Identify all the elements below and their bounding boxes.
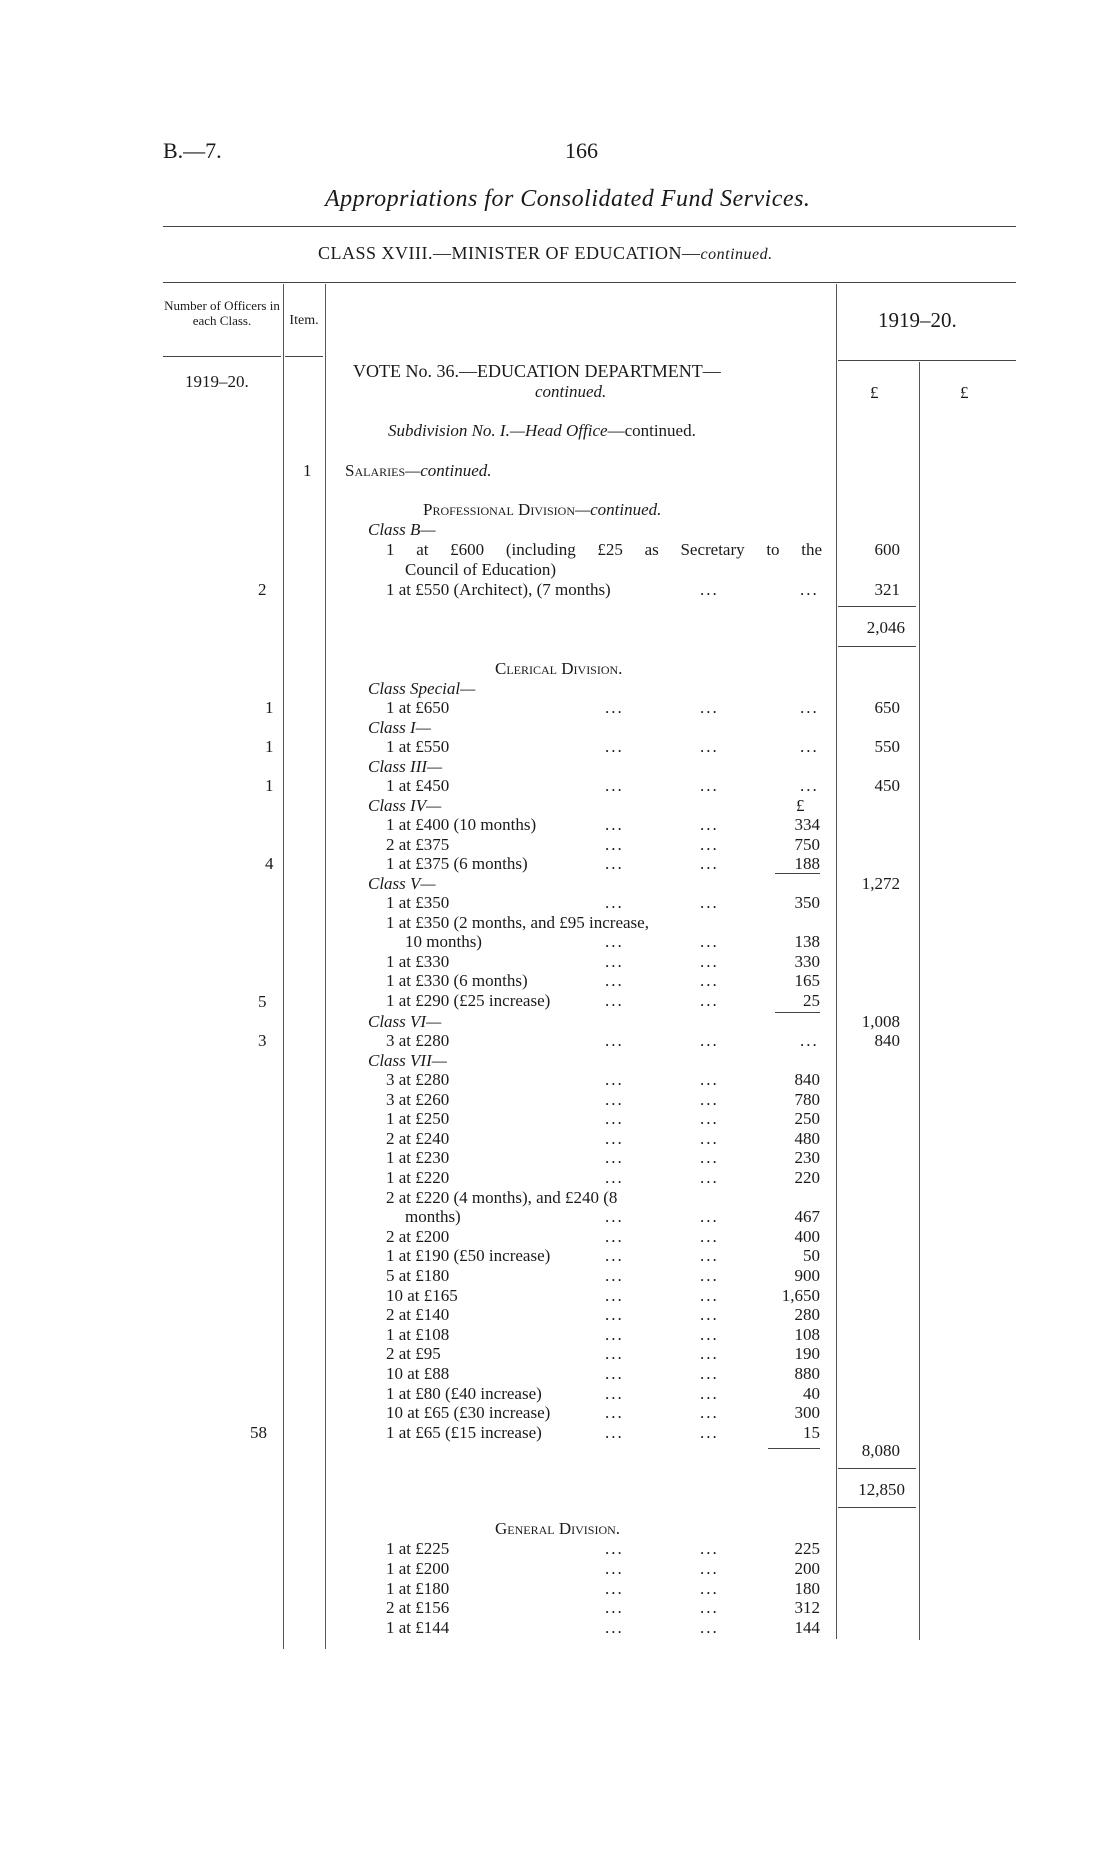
leader-dots: ... — [700, 698, 719, 717]
class-i-officers: 1 — [265, 737, 274, 756]
class-i-row: 1 at £550 — [386, 737, 450, 756]
leader-dots: ... — [605, 1207, 624, 1227]
leader-dots: ... — [605, 1598, 624, 1618]
subtotal-rule — [838, 606, 916, 607]
line-item-amount: 840 — [794, 1070, 820, 1089]
line-item-text: 2 at £200 — [386, 1226, 450, 1246]
line-item-amount: 144 — [794, 1618, 820, 1638]
leader-dots: ... — [700, 1266, 719, 1285]
leader-dots: ... — [700, 1109, 719, 1129]
leader-dots: ... — [800, 737, 819, 756]
line-item-amount: 300 — [794, 1403, 820, 1423]
title-rule — [163, 226, 1016, 227]
leader-dots: ... — [700, 990, 719, 1010]
line-item-text: 1 at £200 — [386, 1558, 450, 1578]
class-special-amount: 650 — [874, 698, 900, 717]
leader-dots: ... — [800, 1031, 819, 1050]
line-item-text: 1 at £250 — [386, 1109, 450, 1129]
leader-dots: ... — [605, 1403, 624, 1423]
line-item-amount: 467 — [794, 1207, 820, 1227]
leader-dots: ... — [700, 1618, 719, 1638]
leader-dots: ... — [605, 1031, 624, 1050]
line-item-amount: 400 — [794, 1226, 820, 1246]
leader-dots: ... — [700, 893, 719, 912]
officers-head-rule — [163, 356, 281, 357]
leader-dots: ... — [605, 1285, 624, 1305]
clerical-grand-total: 12,850 — [858, 1480, 905, 1499]
class-i-label: Class I— — [368, 718, 431, 737]
document-reference: B.—7. — [163, 138, 222, 163]
line-item-text: 1 at £190 (£50 increase) — [386, 1246, 551, 1266]
leader-dots: ... — [800, 580, 819, 599]
leader-dots: ... — [700, 1422, 719, 1442]
line-item-text: 1 at £290 (£25 increase) — [386, 990, 551, 1010]
line-item-text: 1 at £220 — [386, 1168, 450, 1187]
class-vi-officers: 3 — [258, 1031, 267, 1050]
leader-dots: ... — [700, 1168, 719, 1187]
line-item-text: 2 at £220 (4 months), and £240 (8 — [386, 1187, 618, 1207]
class-vi-amount: 840 — [874, 1031, 900, 1050]
line-item-text: 2 at £156 — [386, 1598, 450, 1618]
leader-dots: ... — [605, 1344, 624, 1364]
pound-sign-amount: £ — [870, 383, 879, 402]
year-column-heading: 1919–20. — [878, 308, 957, 332]
leader-dots: ... — [800, 776, 819, 795]
subtotal-rule — [838, 1468, 916, 1469]
class-special-label: Class Special— — [368, 679, 476, 698]
leader-dots: ... — [700, 737, 719, 756]
leader-dots: ... — [700, 1305, 719, 1325]
class-heading: CLASS XVIII.—MINISTER OF EDUCATION—continued. — [318, 243, 773, 263]
column-divider-item — [325, 284, 326, 1649]
leader-dots: ... — [605, 1305, 624, 1325]
leader-dots: ... — [700, 971, 719, 990]
line-item-amount: 750 — [794, 834, 820, 854]
class-iii-amount: 450 — [874, 776, 900, 795]
leader-dots: ... — [605, 1148, 624, 1168]
leader-dots: ... — [605, 1070, 624, 1089]
pound-sign-inner: £ — [796, 796, 805, 815]
line-item-amount: 225 — [794, 1539, 820, 1558]
leader-dots: ... — [605, 1324, 624, 1344]
line-item-text: 10 months) — [405, 932, 482, 951]
line-item-amount: 40 — [803, 1383, 820, 1403]
professional-row-1: 1 at £600 (including £25 as Secretary to the — [386, 540, 822, 559]
professional-total: 2,046 — [866, 618, 905, 637]
leader-dots: ... — [605, 1422, 624, 1442]
line-item-amount: 250 — [794, 1109, 820, 1129]
line-item-amount: 1,650 — [781, 1285, 820, 1305]
leader-dots: ... — [700, 1207, 719, 1227]
leader-dots: ... — [605, 854, 624, 873]
leader-dots: ... — [605, 1266, 624, 1285]
leader-dots: ... — [700, 1558, 719, 1578]
leader-dots: ... — [700, 1324, 719, 1344]
line-item-amount: 50 — [803, 1246, 820, 1266]
subtotal-rule — [838, 1507, 916, 1508]
line-item-text: 1 at £80 (£40 increase) — [386, 1383, 542, 1403]
leader-dots: ... — [700, 1598, 719, 1618]
leader-dots: ... — [605, 737, 624, 756]
class-special-row: 1 at £650 — [386, 698, 450, 717]
line-item-amount: 200 — [794, 1558, 820, 1578]
column-divider-officers — [283, 284, 284, 1649]
leader-dots: ... — [700, 1246, 719, 1266]
leader-dots: ... — [605, 1226, 624, 1246]
line-item-text: 1 at £65 (£15 increase) — [386, 1422, 542, 1442]
leader-dots: ... — [700, 854, 719, 873]
leader-dots: ... — [700, 1148, 719, 1168]
line-item-text: 1 at £350 (2 months, and £95 increase, — [386, 912, 649, 932]
leader-dots: ... — [700, 1031, 719, 1050]
leader-dots: ... — [605, 1618, 624, 1638]
class-v-label: Class V— — [368, 874, 436, 893]
line-item-amount: 190 — [794, 1344, 820, 1364]
leader-dots: ... — [700, 1403, 719, 1423]
class-v-officers: 5 — [258, 992, 267, 1011]
page-title: Appropriations for Consolidated Fund Services. — [325, 186, 811, 212]
officers-year: 1919–20. — [185, 372, 249, 391]
line-item-text: months) — [405, 1207, 461, 1227]
leader-dots: ... — [700, 1578, 719, 1598]
leader-dots: ... — [605, 1109, 624, 1129]
leader-dots: ... — [605, 893, 624, 912]
line-item-amount: 334 — [794, 815, 820, 834]
subtotal-rule — [838, 646, 916, 647]
leader-dots: ... — [605, 1128, 624, 1148]
line-item-text: 10 at £165 — [386, 1285, 458, 1305]
leader-dots: ... — [700, 1344, 719, 1364]
line-item-text: 1 at £225 — [386, 1539, 450, 1558]
leader-dots: ... — [700, 1364, 719, 1383]
leader-dots: ... — [700, 834, 719, 854]
class-i-amount: 550 — [874, 737, 900, 756]
item-column-heading: Item. — [289, 313, 319, 328]
line-item-amount: 138 — [794, 932, 820, 951]
line-item-amount: 330 — [794, 951, 820, 971]
line-item-amount: 780 — [794, 1089, 820, 1109]
line-item-text: 10 at £65 (£30 increase) — [386, 1403, 551, 1423]
line-item-text: 3 at £260 — [386, 1089, 450, 1109]
leader-dots: ... — [605, 951, 624, 971]
leader-dots: ... — [605, 1364, 624, 1383]
leader-dots: ... — [605, 776, 624, 795]
leader-dots: ... — [700, 1539, 719, 1558]
line-item-amount: 280 — [794, 1305, 820, 1325]
class-vii-total: 8,080 — [861, 1441, 900, 1460]
salaries-item-number: 1 — [303, 461, 312, 480]
line-item-text: 2 at £140 — [386, 1305, 450, 1325]
leader-dots: ... — [605, 815, 624, 834]
leader-dots: ... — [605, 990, 624, 1010]
line-item-amount: 15 — [803, 1422, 820, 1442]
class-iii-row: 1 at £450 — [386, 776, 450, 795]
column-divider-amount — [836, 284, 837, 1639]
line-item-amount: 165 — [794, 971, 820, 990]
class-iv-officers: 4 — [265, 854, 274, 873]
class-iv-label: Class IV— — [368, 796, 442, 815]
class-iii-officers: 1 — [265, 776, 274, 795]
line-item-text: 3 at £280 — [386, 1070, 450, 1089]
leader-dots: ... — [605, 971, 624, 990]
leader-dots: ... — [605, 698, 624, 717]
professional-row-1-amount: 600 — [874, 540, 900, 559]
line-item-text: 2 at £375 — [386, 834, 450, 854]
leader-dots: ... — [605, 1246, 624, 1266]
professional-officers: 2 — [258, 580, 267, 599]
line-item-amount: 350 — [794, 893, 820, 912]
table-top-rule — [163, 282, 1016, 283]
pound-sign-total: £ — [960, 383, 969, 402]
line-item-amount: 25 — [803, 990, 820, 1010]
page-number: 166 — [565, 138, 598, 163]
inner-total-rule — [775, 873, 820, 874]
line-item-text: 1 at £230 — [386, 1148, 450, 1168]
line-item-amount: 312 — [794, 1598, 820, 1618]
inner-total-rule — [768, 1448, 820, 1449]
leader-dots: ... — [700, 1089, 719, 1109]
line-item-amount: 880 — [794, 1364, 820, 1383]
professional-row-1-cont: Council of Education) — [405, 560, 557, 579]
line-item-text: 2 at £95 — [386, 1344, 441, 1364]
class-b-label: Class B— — [368, 520, 436, 539]
leader-dots: ... — [605, 1578, 624, 1598]
year-head-rule — [838, 360, 1016, 361]
class-vi-label: Class VI— — [368, 1012, 442, 1031]
leader-dots: ... — [605, 1539, 624, 1558]
leader-dots: ... — [700, 1128, 719, 1148]
class-special-officers: 1 — [265, 698, 274, 717]
leader-dots: ... — [700, 776, 719, 795]
line-item-text: 10 at £88 — [386, 1364, 450, 1383]
line-item-text: 1 at £400 (10 months) — [386, 815, 537, 834]
line-item-amount: 108 — [794, 1324, 820, 1344]
leader-dots: ... — [800, 698, 819, 717]
leader-dots: ... — [605, 1383, 624, 1403]
class-vii-label: Class VII— — [368, 1051, 447, 1070]
professional-row-2: 1 at £550 (Architect), (7 months) — [386, 580, 611, 599]
line-item-text: 1 at £330 — [386, 951, 450, 971]
leader-dots: ... — [700, 815, 719, 834]
general-division-heading: General Division. — [495, 1519, 621, 1538]
line-item-amount: 180 — [794, 1578, 820, 1598]
officers-column-heading: Number of Officers in each Class. — [164, 298, 280, 328]
class-vi-row: 3 at £280 — [386, 1031, 450, 1050]
line-item-text: 1 at £108 — [386, 1324, 450, 1344]
line-item-text: 5 at £180 — [386, 1266, 450, 1285]
inner-total-rule — [775, 1012, 820, 1013]
line-item-text: 1 at £375 (6 months) — [386, 854, 528, 873]
class-v-total: 1,008 — [861, 1012, 900, 1031]
leader-dots: ... — [605, 1089, 624, 1109]
clerical-division-heading: Clerical Division. — [495, 659, 623, 678]
vote-title: VOTE No. 36.—EDUCATION DEPARTMENT— — [353, 361, 721, 381]
class-iii-label: Class III— — [368, 757, 443, 776]
leader-dots: ... — [700, 1383, 719, 1403]
leader-dots: ... — [700, 1226, 719, 1246]
line-item-amount: 230 — [794, 1148, 820, 1168]
line-item-amount: 188 — [794, 854, 820, 873]
line-item-amount: 480 — [794, 1128, 820, 1148]
item-head-rule — [285, 356, 323, 357]
leader-dots: ... — [605, 932, 624, 951]
leader-dots: ... — [605, 834, 624, 854]
line-item-amount: 220 — [794, 1168, 820, 1187]
leader-dots: ... — [700, 951, 719, 971]
class-vii-officers: 58 — [250, 1423, 267, 1442]
line-item-text: 2 at £240 — [386, 1128, 450, 1148]
professional-row-2-amount: 321 — [874, 580, 900, 599]
line-item-text: 1 at £330 (6 months) — [386, 971, 528, 990]
line-item-amount: 900 — [794, 1266, 820, 1285]
vote-continued: continued. — [535, 382, 607, 401]
leader-dots: ... — [700, 932, 719, 951]
salaries-heading: Salaries—continued. — [345, 461, 492, 480]
line-item-text: 1 at £144 — [386, 1618, 450, 1638]
line-item-text: 1 at £180 — [386, 1578, 450, 1598]
leader-dots: ... — [605, 1558, 624, 1578]
column-divider-totals — [919, 362, 920, 1640]
leader-dots: ... — [700, 1070, 719, 1089]
line-item-text: 1 at £350 — [386, 893, 450, 912]
leader-dots: ... — [700, 580, 719, 599]
professional-division-heading: Professional Division—continued. — [423, 500, 662, 519]
leader-dots: ... — [700, 1285, 719, 1305]
subdivision-heading: Subdivision No. I.—Head Office—continued. — [388, 421, 696, 440]
class-iv-total: 1,272 — [861, 874, 900, 893]
leader-dots: ... — [605, 1168, 624, 1187]
